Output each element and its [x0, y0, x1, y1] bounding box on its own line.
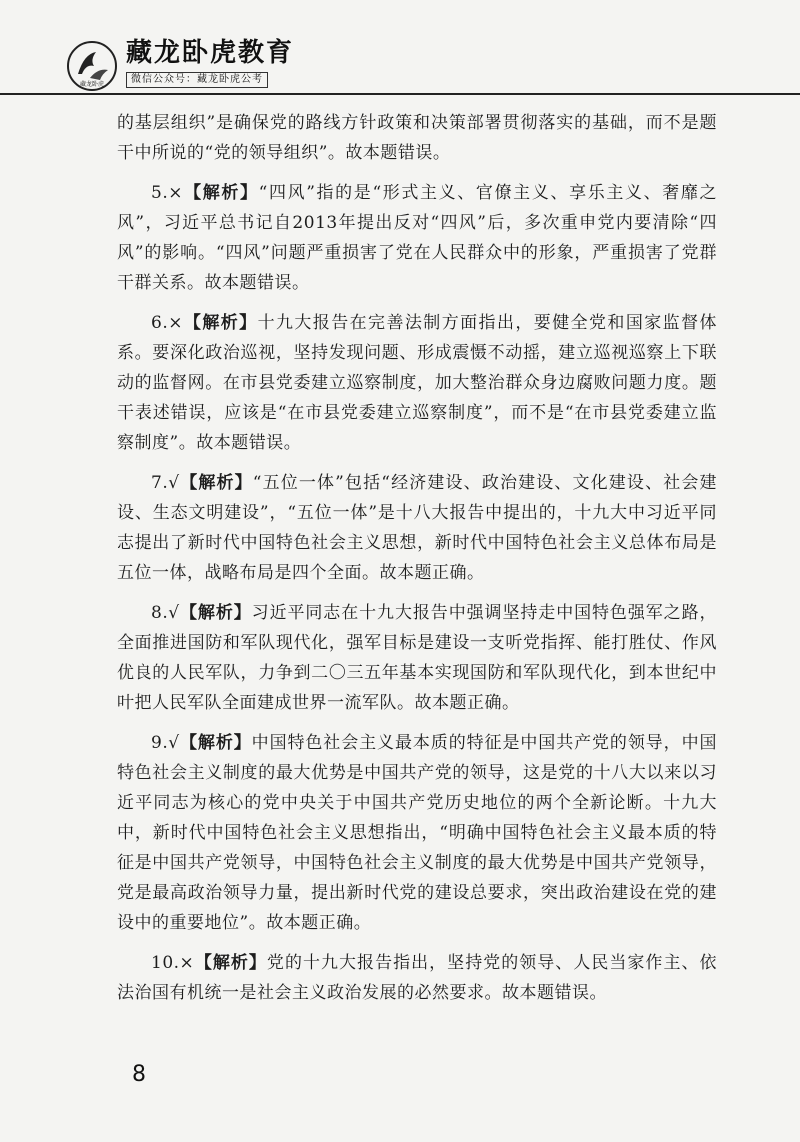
item-number: 10. — [151, 953, 180, 973]
brand-subtitle: 微信公众号：藏龙卧虎公考 — [126, 72, 268, 88]
paragraph-continuation — [117, 108, 717, 168]
item-number: 9. — [151, 733, 169, 753]
answer-item-8 — [117, 598, 717, 718]
answer-mark: × — [179, 953, 195, 973]
header-divider — [0, 93, 800, 95]
answer-explanations — [117, 108, 717, 1018]
dragon-tiger-logo-icon — [66, 40, 118, 92]
item-number: 8. — [151, 603, 169, 623]
answer-mark: √ — [168, 733, 180, 753]
page-number: 8 — [132, 1062, 146, 1087]
answer-item-10 — [117, 948, 717, 1008]
answer-item-6 — [117, 308, 717, 458]
page-header — [0, 0, 800, 96]
paragraph-text: “四风”指的是“形式主义、官僚主义、享乐主义、奢靡之风”，习近平总书记自2013年提出反对“四风”后，多次重申党内要清除“四风”的影响。“四风”问题严重损害了党在人民群众中的形象，严重损害了党群干群关系。故本题错误。 — [117, 183, 717, 293]
answer-mark: √ — [168, 473, 180, 493]
paragraph-text: 十九大报告在完善法制方面指出，要健全党和国家监督体系。要深化政治巡视，坚持发现问题、形成震慑不动摇，建立巡视巡察上下联动的监督网。在市县党委建立巡察制度，加大整治群众身边腐败问题力度。题干表述错误，应该是“在市县党委建立巡察制度”，而不是“在市县党委建立监察制度”。故本题错误。 — [117, 313, 718, 453]
brand-title: 藏龙卧虎教育 — [126, 38, 295, 68]
paragraph-text: 党的十九大报告指出，坚持党的领导、人民当家作主、依法治国有机统一是社会主义政治发展的必然要求。故本题错误。 — [117, 953, 718, 1003]
answer-mark: √ — [168, 603, 180, 623]
logo-small-text: 藏龙卧虎 — [79, 81, 105, 88]
paragraph-text: 的基层组织”是确保党的路线方针政策和决策部署贯彻落实的基础，而不是题干中所说的“党的领导组织”。故本题错误。 — [117, 113, 717, 163]
analysis-tag: 【解析】 — [182, 313, 258, 333]
analysis-tag: 【解析】 — [179, 603, 252, 623]
analysis-tag: 【解析】 — [179, 473, 253, 493]
analysis-tag: 【解析】 — [182, 183, 259, 203]
analysis-tag: 【解析】 — [194, 953, 267, 973]
item-number: 6. — [151, 313, 169, 333]
answer-item-5 — [117, 178, 717, 298]
paragraph-text: “五位一体”包括“经济建设、政治建设、文化建设、社会建设、生态文明建设”，“五位一体”是十八大报告中提出的，十九大中习近平同志提出了新时代中国特色社会主义思想，新时代中国特色社会主义总体布局是五位一体，战略布局是四个全面。故本题正确。 — [117, 473, 717, 583]
answer-mark: × — [168, 183, 183, 203]
item-number: 7. — [151, 473, 169, 493]
paragraph-text: 习近平同志在十九大报告中强调坚持走中国特色强军之路，全面推进国防和军队现代化，强军目标是建设一支听党指挥、能打胜仗、作风优良的人民军队，力争到二〇三五年基本实现国防和军队现代化，到本世纪中叶把人民军队全面建成世界一流军队。故本题正确。 — [117, 603, 718, 713]
item-number: 5. — [151, 183, 169, 203]
answer-item-9 — [117, 728, 717, 938]
answer-item-7 — [117, 468, 717, 588]
analysis-tag: 【解析】 — [179, 733, 252, 753]
paragraph-text: 中国特色社会主义最本质的特征是中国共产党的领导，中国特色社会主义制度的最大优势是中国共产党的领导，这是党的十八大以来以习近平同志为核心的党中央关于中国共产党历史地位的两个全新论断。十九大中，新时代中国特色社会主义思想指出，“明确中国特色社会主义最本质的特征是中国共产党领导，中国特色社会主义制度的最大优势是中国共产党领导，党是最高政治领导力量，提出新时代党的建设总要求，突出政治建设在党的建设中的重要地位”。故本题正确。 — [117, 733, 718, 933]
answer-mark: × — [168, 313, 183, 333]
